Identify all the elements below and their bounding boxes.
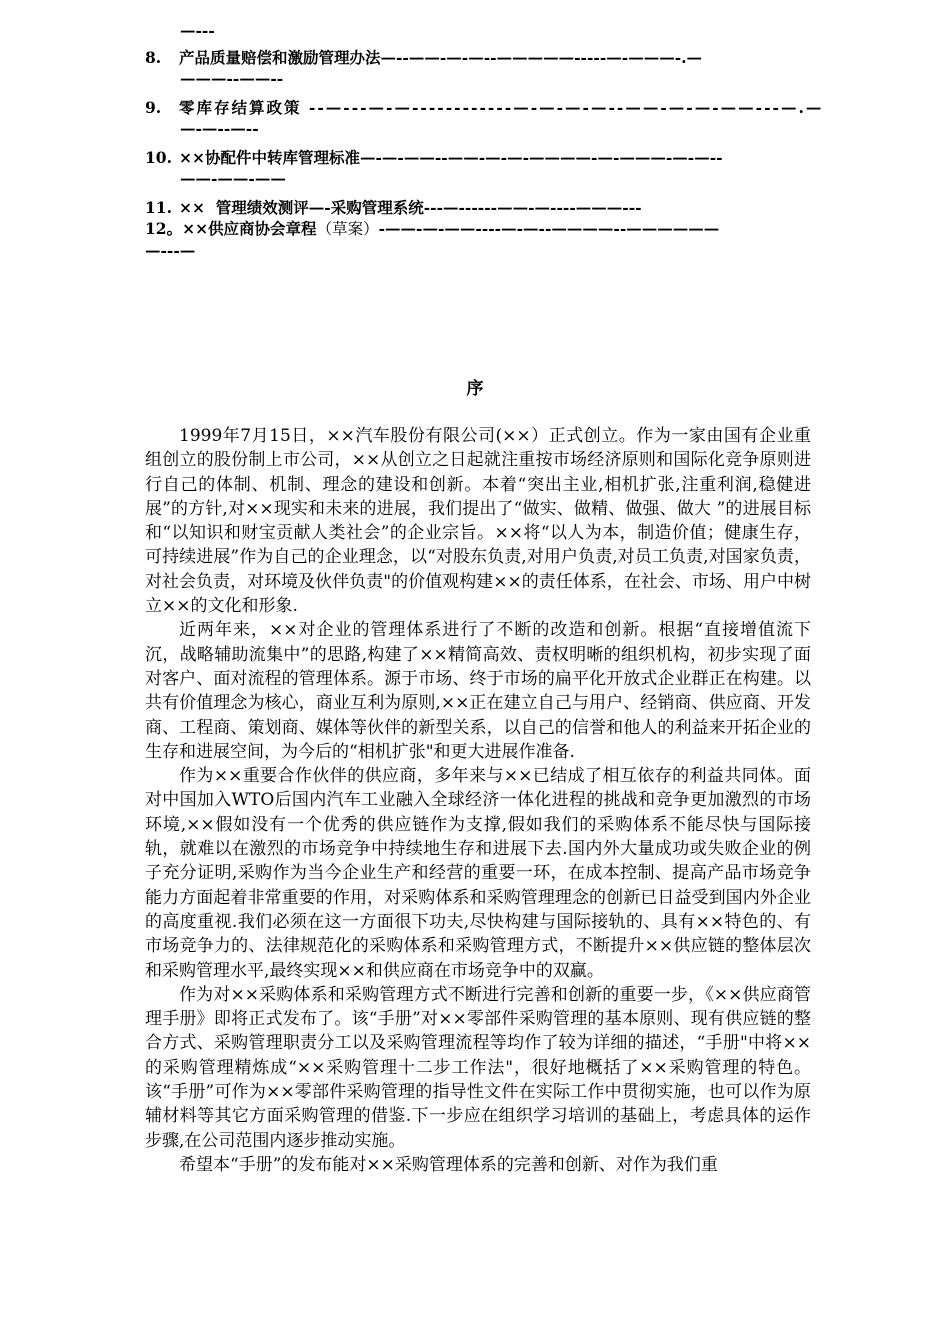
toc-entry-note: （草案） [316,220,379,238]
paragraph: 作为××重要合作伙伴的供应商，多年来与××已结成了相互依存的利益共同体。面对中国加入WTO后国内汽车工业融入全球经济一体化进程的挑战和竞争更加激烈的市场环境,××假如没有一个优秀的供应链作为支撑,假如我们的采购体系不能尽快与国际接轨，就难以在激烈的市场竞争中持续地生存和进展下去.国内外大量成功或失败企业的例子充分证明,采购作为当今企业生产和经营的重要一环，在成本控制、提高产品市场竞争能力方面起着非常重要的作用，对采购体系和采购管理理念的创新已日益受到国内外企业的高度重视.我们必须在这一方面很下功夫,尽快构建与国际接轨的、具有××特色的、有市场竞争力的、法律规范化的采购体系和采购管理方式，不断提升××供应链的整体层次和采购管理水平,最终实现××和供应商在市场竞争中的双赢。 [145,766,811,981]
toc-fragment: —--- [180,21,215,40]
toc-entry-text: ××协配件中转库管理标准—-—-——--——-—-—-————-—-———-—-—-- [179,148,723,167]
toc-entry-text: ×× 管理绩效测评—-采购管理系统---—------——-—----———--- [179,198,642,217]
table-of-contents [145,20,824,261]
toc-entry-text: 产品质量赔偿和激励管理办法—--——-—-—--—————-----—-———-.— [179,48,703,67]
toc-entry-number: 11. [145,198,172,217]
toc-entry-continuation: —-—--—-- [180,119,259,138]
toc-entry-number: 12。 [145,219,183,238]
preface-body [145,424,811,1177]
toc-entry-9 [145,97,824,139]
paragraph: 希望本“手册”的发布能对××采购管理体系的完善和创新、对作为我们重 [179,1154,718,1175]
paragraph: 作为对××采购体系和采购管理方式不断进行完善和创新的重要一步，《××供应商管理手册》即将正式发布了。该“手册”对××零部件采购管理的基本原则、现有供应链的整合方式、采购管理职责分工以及采购管理流程等均作了较为详细的描述，“手册"中将××的采购管理精炼成“××采购管理十二步工作法"，很好地概括了××采购管理的特色。该“手册”可作为××零部件采购管理的指导性文件在实际工作中贯彻实施，也可以作为原辅材料等其它方面采购管理的借鉴.下一步应在组织学习培训的基础上，考虑具体的运作步骤,在公司范围内逐步推动实施。 [145,984,811,1151]
toc-entry-leader: -——-—-——----—-—--————--—————— [378,219,720,238]
toc-entry-11 [145,197,810,218]
toc-entry-text: 零库存结算政策 --—---—-—------------—-—-—-—--——-—-—-——---—.— [179,98,824,117]
toc-entry-12 [145,218,810,261]
toc-entry-10 [145,147,810,189]
toc-entry-continuation: ———--——-- [180,69,284,88]
toc-entry-number: 8. [145,48,162,67]
toc-entry-number: 10. [145,148,172,167]
toc-entry-8 [145,47,810,89]
toc-entry-number: 9. [145,98,162,117]
section-title: 序 [466,379,484,399]
paragraph: 1999年7月15日，××汽车股份有限公司(××）正式创立。作为一家由国有企业重组创立的股份制上市公司，××从创立之日起就注重按市场经济原则和国际化竞争原则进行自己的体制、机制、理念的建设和创新。本着“突出主业,相机扩张,注重利润,稳健进展”的方针,对××现实和未来的进展，我们提出了“做实、做精、做强、做大 ”的进展目标和“以知识和财宝贡献人类社会”的企业宗旨。××将“以人为本，制造价值；健康生存，可持续进展”作为自己的企业理念，以“对股东负责,对用户负责,对员工负责,对国家负责， 对社会负责，对环境及伙伴负责"的价值观构建××的责任体系，在社会、市场、用户中树立××的文化和形象. [145,426,811,617]
toc-entry-continuation: ——-——-—— [180,169,286,188]
toc-entry-continuation: —---— [145,241,196,260]
paragraph: 近两年来，××对企业的管理体系进行了不断的改造和创新。根据“直接增值流下沉，战略辅助流集中”的思路,构建了××精简高效、责权明晰的组织机构，初步实现了面对客户、面对流程的管理体系。源于市场、终于市场的扁平化开放式企业群正在构建。以共有价值理念为核心，商业互利为原则,××正在建立自己与用户、经销商、供应商、开发商、工程商、策划商、媒体等伙伴的新型关系，以自己的信誉和他人的利益来开拓企业的生存和进展空间，为今后的“相机扩张"和更大进展作准备. [145,620,811,762]
toc-entry-text: ××供应商协会章程 [182,219,317,238]
